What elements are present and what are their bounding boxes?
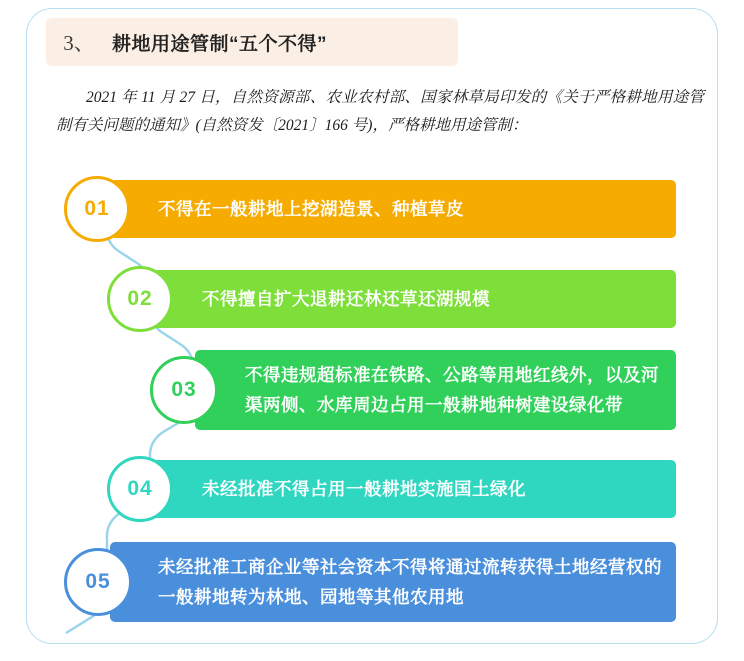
item-bar-01 (110, 180, 676, 238)
section-number: 3、 (63, 31, 95, 55)
item-circle-01 (64, 176, 130, 242)
item-number-03: 03 (171, 378, 197, 401)
item-text-01: 不得在一般耕地上挖湖造景、种植草皮 (158, 199, 464, 219)
item-number-05: 05 (85, 570, 111, 593)
paragraph-text: 2021 年 11 月 27 日，自然资源部、农业农村部、国家林草局印发的《关于严格耕地用途管制有关问题的通知》(自然资发〔2021〕166 号)，严格耕地用途管制： (56, 89, 704, 134)
item-text-02: 不得擅自扩大退耕还林还草还湖规模 (202, 289, 490, 309)
item-circle-05 (64, 548, 132, 616)
section-title (46, 18, 458, 66)
item-circle-04 (107, 456, 173, 522)
five-prohibitions-list (0, 160, 744, 650)
item-number-02: 02 (127, 287, 153, 310)
item-text-04: 未经批准不得占用一般耕地实施国土绿化 (202, 479, 526, 499)
item-number-04: 04 (127, 477, 153, 500)
item-circle-03 (150, 356, 218, 424)
item-bar-03 (195, 350, 676, 430)
item-bar-05 (110, 542, 676, 622)
item-text-05: 未经批准工商企业等社会资本不得将通过流转获得土地经营权的一般耕地转为林地、园地等其他农用地 (158, 557, 662, 607)
item-bar-02 (152, 270, 676, 328)
item-text-03: 不得违规超标准在铁路、公路等用地红线外，以及河渠两侧、水库周边占用一般耕地种树建设绿化带 (245, 365, 659, 415)
item-number-01: 01 (84, 197, 110, 220)
item-circle-02 (107, 266, 173, 332)
intro-paragraph (56, 84, 704, 140)
item-bar-04 (152, 460, 676, 518)
section-title-text: 耕地用途管制“五个不得” (112, 33, 328, 55)
